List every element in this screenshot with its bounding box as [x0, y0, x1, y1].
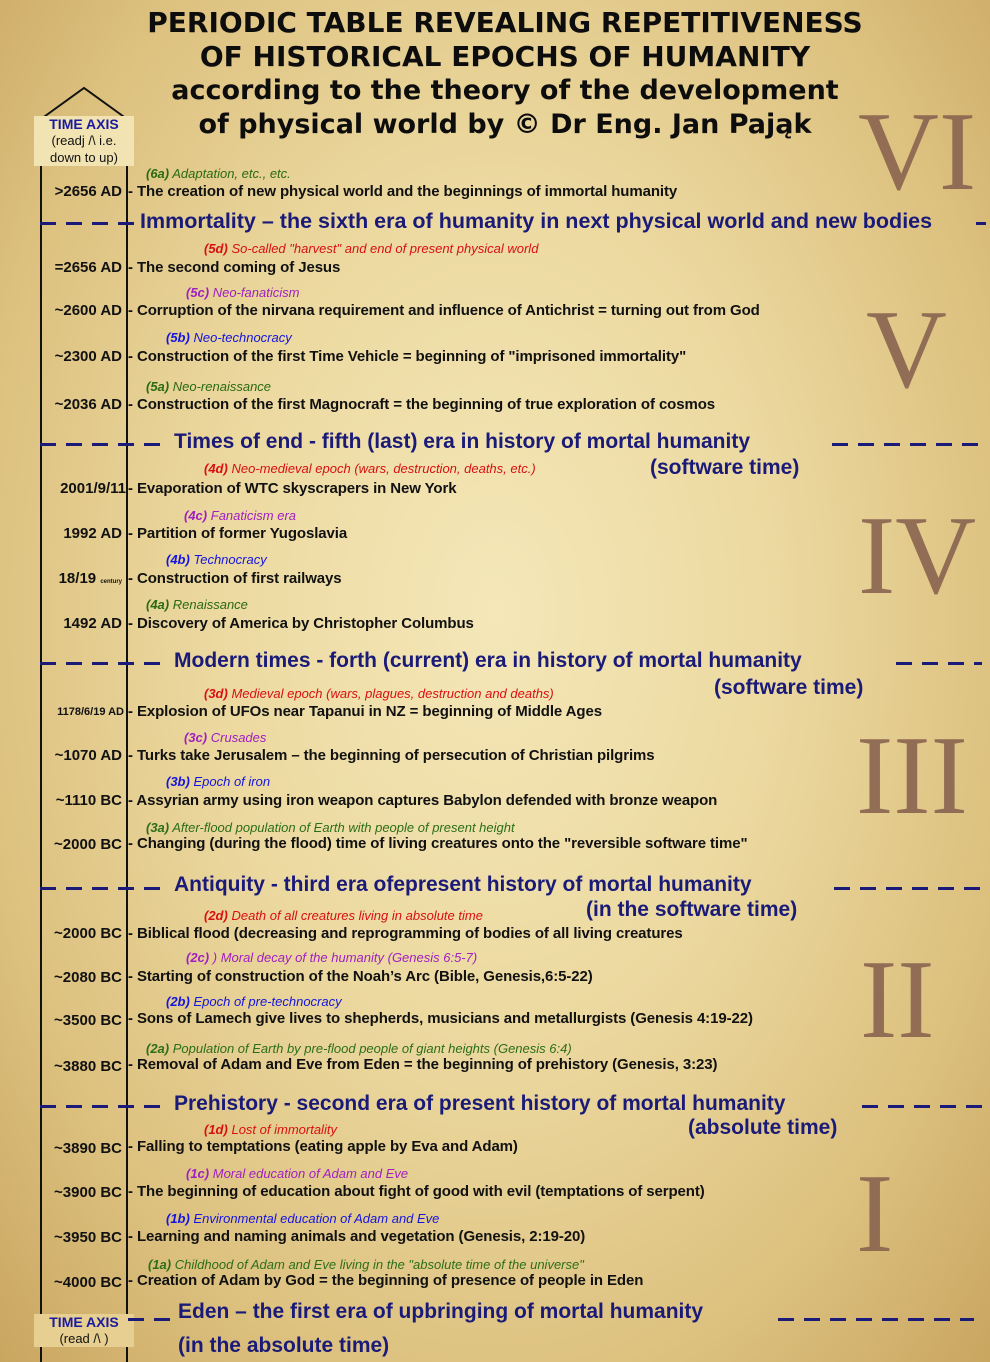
era-title: Times of end - fifth (last) era in history of mortal humanity [174, 430, 751, 453]
event-date: ~2000 BC [54, 836, 122, 853]
epoch-label: (3a) After-flood population of Earth with people of present height [146, 820, 515, 835]
page-title [120, 6, 890, 142]
era-divider [976, 222, 986, 225]
title-line-4: of physical world by © Dr Eng. Jan Pająk [198, 109, 812, 140]
event-date: =2656 AD [54, 259, 122, 276]
epoch-label: (5d) So-called "harvest" and end of present physical world [204, 241, 539, 256]
roman-numeral-iii: III [856, 714, 968, 838]
epoch-label: (4a) Renaissance [146, 597, 248, 612]
event-date: 1492 AD [63, 615, 122, 632]
era-subtitle: (in the absolute time) [178, 1334, 390, 1357]
era-title: Eden – the first era of upbringing of mortal humanity [178, 1300, 704, 1323]
time-axis-top-title: TIME AXIS [49, 116, 119, 132]
event-text: - Learning and naming animals and vegetation (Genesis, 2:19-20) [128, 1228, 586, 1245]
event-date: 18/19 century [58, 570, 122, 587]
era-divider [128, 1318, 172, 1321]
event-date: ~3900 BC [54, 1184, 122, 1201]
epoch-label: (1a) Childhood of Adam and Eve living in the "absolute time of the universe" [148, 1257, 584, 1272]
era-divider [40, 1105, 168, 1108]
event-date: ~3950 BC [54, 1229, 122, 1246]
event-date: ~3880 BC [54, 1058, 122, 1075]
event-text: - Assyrian army using iron weapon captures Babylon defended with bronze weapon [128, 792, 718, 809]
epoch-label: (4c) Fanaticism era [184, 508, 296, 523]
epoch-label: (2d) Death of all creatures living in absolute time [204, 908, 483, 923]
epoch-label: (3b) Epoch of iron [166, 774, 271, 789]
epoch-label: (2c) ) Moral decay of the humanity (Genesis 6:5-7) [186, 950, 478, 965]
event-text: - Creation of Adam by God = the beginning of presence of people in Eden [128, 1272, 644, 1289]
era-divider [778, 1318, 974, 1321]
event-date: ~4000 BC [54, 1274, 122, 1291]
roman-numeral-v: V [866, 288, 947, 412]
era-divider [832, 443, 982, 446]
event-date: 2001/9/11 [60, 480, 126, 497]
epoch-label: (4d) Neo-medieval epoch (wars, destruction, deaths, etc.) [204, 461, 536, 476]
event-text: - Falling to temptations (eating apple by Eva and Adam) [128, 1138, 518, 1155]
epoch-label: (6a) Adaptation, etc., etc. [146, 166, 291, 181]
event-text: - Partition of former Yugoslavia [128, 525, 348, 542]
era-title: Antiquity - third era ofepresent history of mortal humanity [174, 873, 752, 896]
event-text: - The second coming of Jesus [128, 259, 341, 276]
event-text: - Sons of Lamech give lives to shepherds, musicians and metallurgists (Genesis 4:19-22) [128, 1010, 753, 1027]
event-date: ~3500 BC [54, 1012, 122, 1029]
event-date: ~2300 AD [54, 348, 122, 365]
title-line-2: OF HISTORICAL EPOCHS OF HUMANITY [199, 40, 811, 73]
event-text: - The creation of new physical world and the beginnings of immortal humanity [128, 183, 678, 200]
event-date: ~2080 BC [54, 969, 122, 986]
event-text: - The beginning of education about fight of good with evil (temptations of serpent) [128, 1183, 705, 1200]
epoch-label: (5a) Neo-renaissance [146, 379, 272, 394]
event-date: ~3890 BC [54, 1140, 122, 1157]
event-date: 1992 AD [63, 525, 122, 542]
event-date: ~2036 AD [54, 396, 122, 413]
event-text: - Explosion of UFOs near Tapanui in NZ = beginning of Middle Ages [128, 703, 602, 720]
event-text: - Turks take Jerusalem – the beginning of persecution of Christian pilgrims [128, 747, 655, 764]
era-subtitle: (software time) [714, 676, 864, 699]
event-date: ~2000 BC [54, 925, 122, 942]
era-divider [862, 1105, 982, 1108]
era-divider [40, 443, 168, 446]
time-axis-top-sub2: down to up) [50, 150, 118, 165]
era-divider [40, 222, 136, 225]
epoch-label: (3d) Medieval epoch (wars, plagues, destruction and deaths) [204, 686, 554, 701]
title-line-1: PERIODIC TABLE REVEALING REPETITIVENESS [147, 6, 863, 39]
time-axis-arrow-icon [40, 86, 130, 120]
epoch-label: (5b) Neo-technocracy [166, 330, 292, 345]
event-text: - Biblical flood (decreasing and reprogramming of bodies of all living creatures [128, 925, 683, 942]
roman-numeral-ii: II [860, 938, 935, 1062]
time-axis-bottom-sub: (read /\ ) [59, 1331, 109, 1346]
era-divider [40, 662, 168, 665]
era-divider [896, 662, 982, 665]
event-text: - Changing (during the flood) time of living creatures onto the "reversible software time" [128, 835, 748, 852]
era-subtitle: (in the software time) [586, 898, 798, 921]
epoch-label: (1b) Environmental education of Adam and Eve [166, 1211, 440, 1226]
time-axis-top-label [34, 116, 134, 166]
epoch-label: (1d) Lost of immortality [204, 1122, 337, 1137]
era-divider [40, 887, 168, 890]
epoch-label: (5c) Neo-fanaticism [186, 285, 300, 300]
event-text: - Construction of first railways [128, 570, 342, 587]
era-divider [834, 887, 982, 890]
time-axis-left-line [40, 118, 42, 1318]
era-title: Immortality – the sixth era of humanity in next physical world and new bodies [140, 209, 933, 233]
event-date: ~1110 BC [55, 792, 122, 809]
roman-numeral-vi: VI [858, 90, 977, 214]
event-text: - Discovery of America by Christopher Columbus [128, 615, 474, 632]
time-axis-bottom-title: TIME AXIS [49, 1314, 119, 1330]
roman-numeral-i: I [856, 1152, 894, 1276]
era-title: Prehistory - second era of present history of mortal humanity [174, 1092, 786, 1115]
roman-numeral-iv: IV [858, 494, 977, 618]
title-line-3: according to the theory of the development [171, 75, 839, 106]
event-text: - Construction of the first Magnocraft = the beginning of true exploration of cosmos [128, 396, 716, 413]
event-date: ~1070 AD [54, 747, 122, 764]
epoch-label: (1c) Moral education of Adam and Eve [186, 1166, 409, 1181]
event-text: - Evaporation of WTC skyscrapers in New York [128, 480, 457, 497]
event-text: - Starting of construction of the Noah’s Arc (Bible, Genesis,6:5-22) [128, 968, 593, 985]
event-date: ~2600 AD [54, 302, 122, 319]
epoch-label: (3c) Crusades [184, 730, 267, 745]
event-date: 1178/6/19 AD [57, 706, 124, 718]
time-axis-top-sub1: (readj /\ i.e. [51, 133, 117, 148]
era-title: Modern times - forth (current) era in history of mortal humanity [174, 649, 802, 672]
event-text: - Removal of Adam and Eve from Eden = the beginning of prehistory (Genesis, 3:23) [128, 1056, 718, 1073]
event-date: >2656 AD [54, 183, 122, 200]
event-text: - Corruption of the nirvana requirement and influence of Antichrist = turning out from God [128, 302, 760, 319]
event-text: - Construction of the first Time Vehicle = beginning of "imprisoned immortality" [128, 348, 687, 365]
epoch-label: (2b) Epoch of pre-technocracy [166, 994, 342, 1009]
time-axis-bottom-label [34, 1314, 134, 1347]
epoch-label: (4b) Technocracy [166, 552, 267, 567]
era-subtitle: (absolute time) [688, 1116, 838, 1139]
era-subtitle: (software time) [650, 456, 800, 479]
epoch-label: (2a) Population of Earth by pre-flood people of giant heights (Genesis 6:4) [146, 1041, 572, 1056]
